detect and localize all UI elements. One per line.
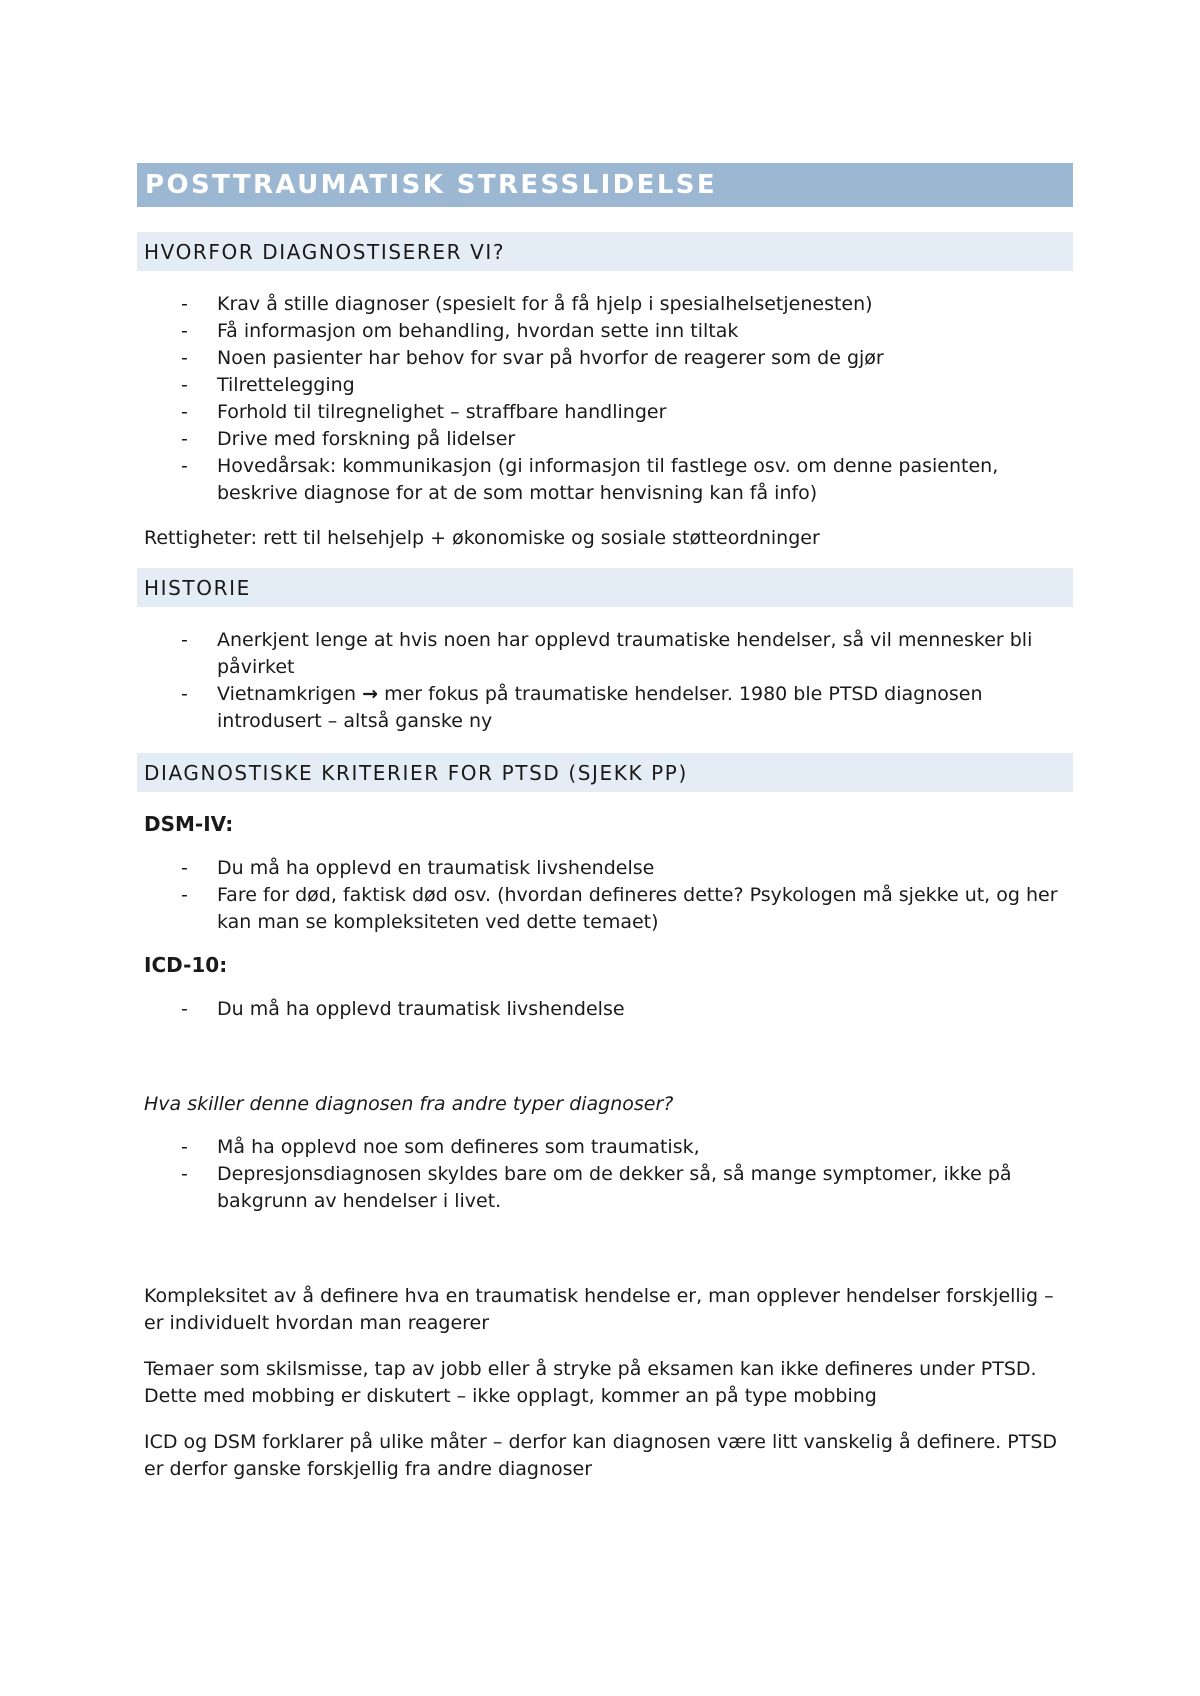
list-item-text: mer fokus på traumatiske hendelser. 1980 ble PTSD diagnosen introdusert – altså ganske ny [217, 683, 983, 732]
section-heading-why-text: HVORFOR DIAGNOSTISERER VI? [144, 239, 506, 264]
list-item: - Depresjonsdiagnosen skyldes bare om de dekker så, så mange symptomer, ikke på bakgrunn av hendelser i livet. [137, 1161, 1073, 1215]
section-heading-criteria [137, 753, 1073, 792]
section-heading-history [137, 568, 1073, 607]
section-heading-why [137, 232, 1073, 271]
dsm-heading: DSM-IV: [144, 812, 234, 836]
document-title: POSTTRAUMATISK STRESSLIDELSE [145, 170, 718, 200]
list-item: - Drive med forskning på lidelser [137, 426, 1073, 453]
list-item: - Du må ha opplevd en traumatisk livshendelse [137, 855, 1073, 882]
icd-heading: ICD-10: [144, 953, 228, 977]
list-item: - Må ha opplevd noe som defineres som traumatisk, [137, 1134, 1073, 1161]
list-item: - Forhold til tilregnelighet – straffbare handlinger [137, 399, 1073, 426]
why-list [137, 291, 1073, 507]
list-item: - Tilrettelegging [137, 372, 1073, 399]
body-paragraph: ICD og DSM forklarer på ulike måter – derfor kan diagnosen være litt vanskelig å definere. PTSD er derfor ganske forskjellig fra andre diagnoser [144, 1431, 1058, 1480]
list-item-text: Vietnamkrigen [217, 683, 363, 705]
list-item: - Fare for død, faktisk død osv. (hvordan defineres dette? Psykologen må sjekke ut, og her kan man se kompleksiteten ved dette temaet) [137, 882, 1073, 936]
list-item: - Du må ha opplevd traumatisk livshendelse [137, 996, 1073, 1023]
body-paragraph: Temaer som skilsmisse, tap av jobb eller å stryke på eksamen kan ikke defineres under PTSD. Dette med mobbing er diskutert – ikke opplagt, kommer an på type mobbing [144, 1358, 1037, 1407]
document-page [137, 163, 1073, 1483]
title-banner [137, 163, 1073, 207]
question-list [137, 1134, 1073, 1215]
body-paragraph: Kompleksitet av å definere hva en traumatisk hendelse er, man opplever hendelser forskjellig – er individuelt hvordan man reagerer [144, 1285, 1054, 1334]
rights-paragraph: Rettigheter: rett til helsehjelp + økonomiske og sosiale støtteordninger [144, 527, 820, 549]
list-item: - Noen pasienter har behov for svar på hvorfor de reagerer som de gjør [137, 345, 1073, 372]
list-item: - Hovedårsak: kommunikasjon (gi informasjon til fastlege osv. om denne pasienten, beskrive diagnose for at de som mottar henvisning kan få info) [137, 453, 1073, 507]
icd-list [137, 996, 1073, 1023]
dsm-list [137, 855, 1073, 936]
list-item [137, 681, 1073, 735]
arrow-right-icon: → [362, 683, 379, 705]
section-heading-history-text: HISTORIE [144, 575, 251, 600]
question-paragraph: Hva skiller denne diagnosen fra andre typer diagnoser? [144, 1093, 674, 1115]
list-item: - Krav å stille diagnoser (spesielt for å få hjelp i spesialhelsetjenesten) [137, 291, 1073, 318]
history-list [137, 627, 1073, 735]
list-item: - Få informasjon om behandling, hvordan sette inn tiltak [137, 318, 1073, 345]
list-item: - Anerkjent lenge at hvis noen har opplevd traumatiske hendelser, så vil mennesker bli påvirket [137, 627, 1073, 681]
section-heading-criteria-text: DIAGNOSTISKE KRITERIER FOR PTSD (SJEKK PP) [144, 760, 688, 785]
